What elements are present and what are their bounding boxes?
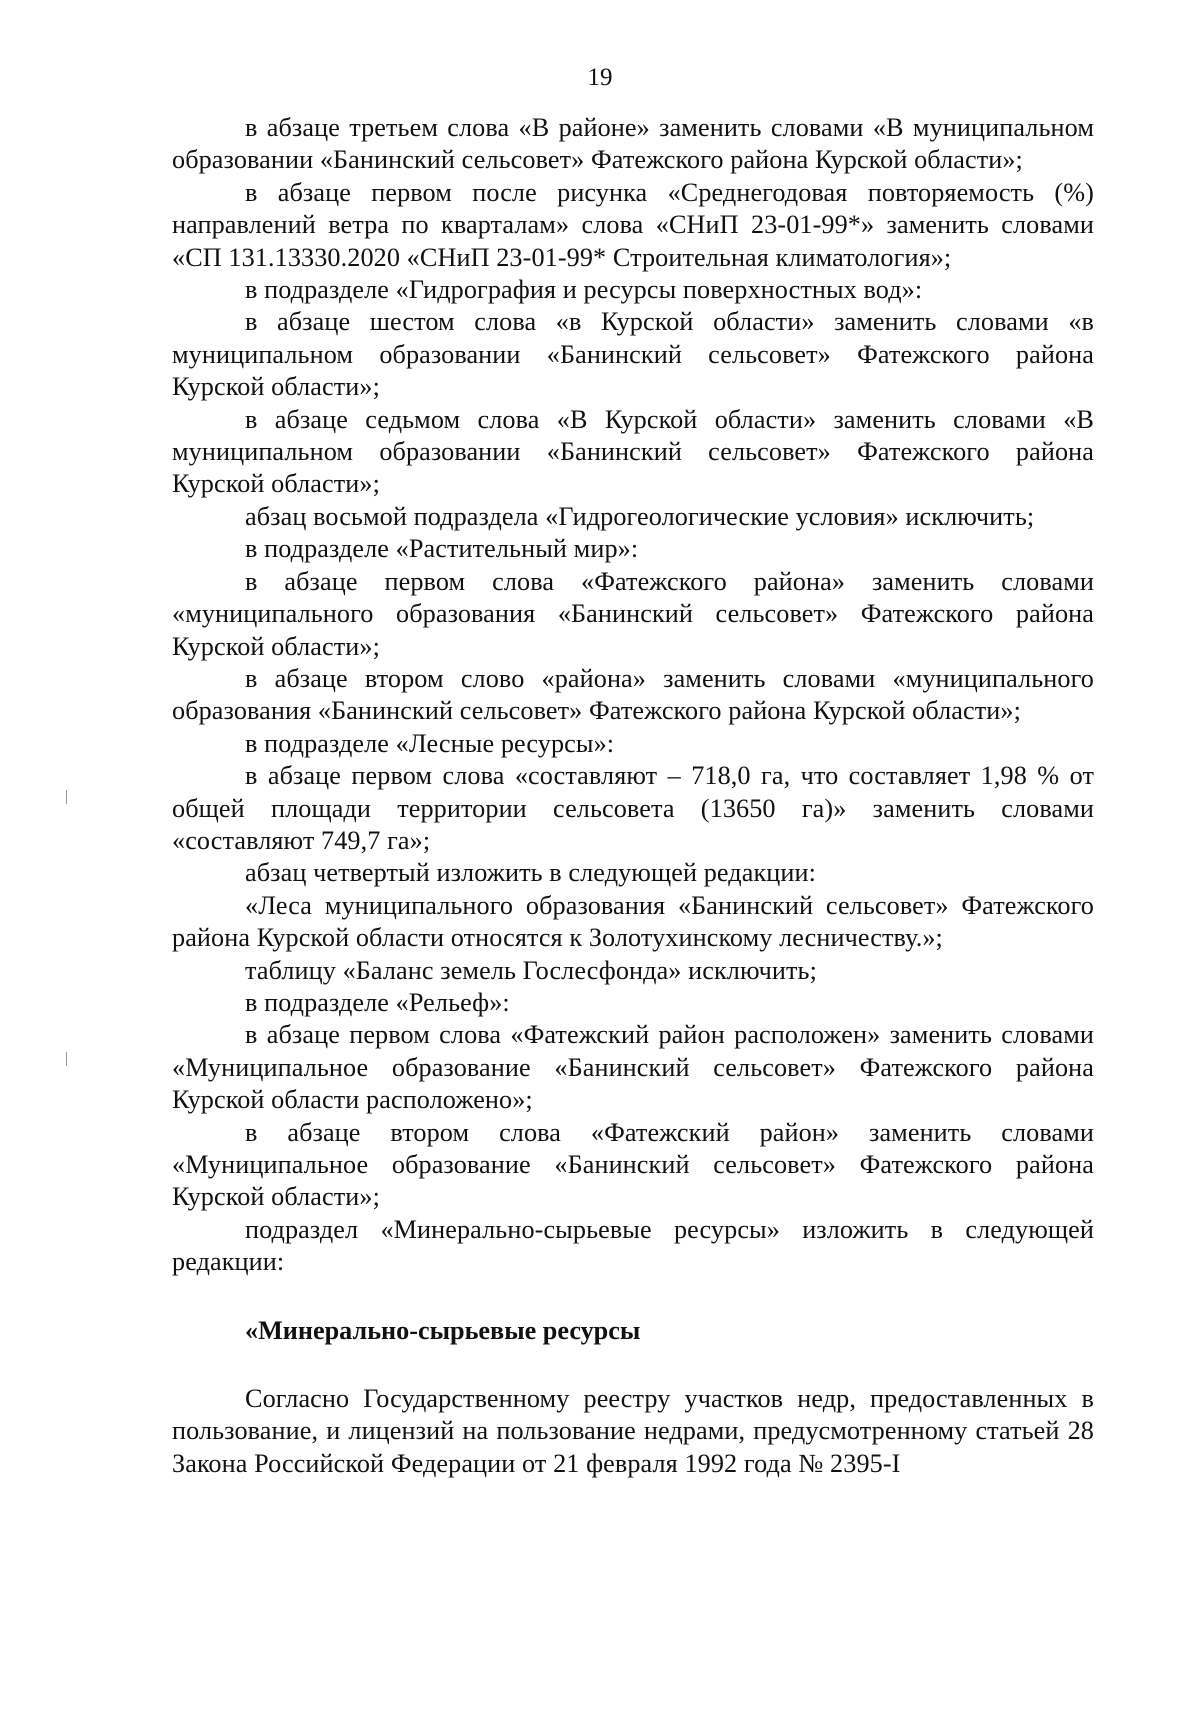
scan-artifact — [66, 1052, 67, 1066]
paragraph: в абзаце втором слова «Фатежский район» заменить словами «Муниципальное образование «Банинский сельсовет» Фатежского района Курской области»; — [172, 1117, 1094, 1212]
paragraph: Согласно Государственному реестру участков недр, предоставленных в пользование, и лицензий на пользование недрами, предусмотренному статьей 28 Закона Российской Федерации от 21 февраля 1992 года № 2395-I — [172, 1384, 1094, 1478]
scan-artifact — [66, 790, 67, 804]
paragraph: в подразделе «Растительный мир»: — [245, 534, 639, 564]
page-number: 19 — [587, 64, 613, 91]
paragraph: в абзаце первом слова «составляют – 718,0 га, что составляет 1,98 % от общей площади территории сельсовета (13650 га)» заменить словами «составляют 749,7 га»; — [172, 761, 1094, 855]
paragraph: в подразделе «Гидрография и ресурсы поверхностных вод»: — [245, 275, 923, 305]
document-body — [172, 112, 1094, 1480]
paragraph: подраздел «Минерально-сырьевые ресурсы» изложить в следующей редакции: — [172, 1214, 1094, 1277]
paragraph: «Леса муниципального образования «Банинский сельсовет» Фатежского района Курской области относятся к Золотухинскому лесничеству.»; — [172, 890, 1094, 953]
section-heading: «Минерально-сырьевые ресурсы — [245, 1315, 641, 1345]
paragraph: таблицу «Баланс земель Гослесфонда» исключить; — [245, 955, 817, 985]
paragraph: в абзаце третьем слова «В районе» заменить словами «В муниципальном образовании «Банинский сельсовет» Фатежского района Курской области»; — [172, 113, 1094, 175]
paragraph: в абзаце первом после рисунка «Среднегодовая повторяемость (%) направлений ветра по кварталам» слова «СНиП 23-01-99*» заменить словами «СП 131.13330.2020 «СНиП 23-01-99* Строительная климатология»; — [172, 177, 1094, 272]
paragraph: в абзаце шестом слова «в Курской области» заменить словами «в муниципальном образовании «Банинский сельсовет» Фатежского района Курской области»; — [172, 307, 1094, 402]
paragraph: в подразделе «Рельеф»: — [245, 987, 510, 1017]
paragraph: абзац четвертый изложить в следующей редакции: — [245, 858, 816, 888]
paragraph: в абзаце первом слова «Фатежский район расположен» заменить словами «Муниципальное образование «Банинский сельсовет» Фатежского района Курской области расположено»; — [172, 1020, 1094, 1115]
paragraph: в абзаце седьмом слова «В Курской области» заменить словами «В муниципальном образовании «Банинский сельсовет» Фатежского района Курской области»; — [172, 404, 1094, 499]
paragraph: в подразделе «Лесные ресурсы»: — [245, 728, 615, 758]
paragraph: абзац восьмой подраздела «Гидрогеологические условия» исключить; — [245, 501, 1035, 531]
paragraph: в абзаце втором слово «района» заменить словами «муниципального образования «Банинский сельсовет» Фатежского района Курской области»; — [172, 663, 1094, 726]
paragraph: в абзаце первом слова «Фатежского района» заменить словами «муниципального образования «Банинский сельсовет» Фатежского района Курской области»; — [172, 566, 1094, 661]
